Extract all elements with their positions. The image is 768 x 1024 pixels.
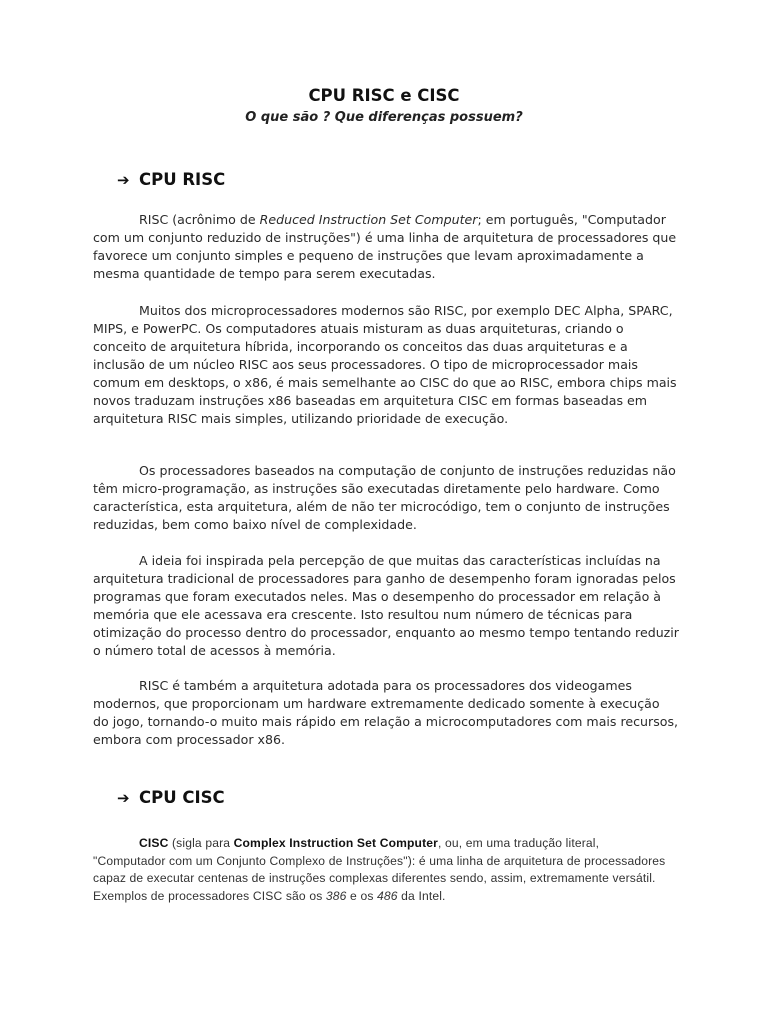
risc-p3-text: Os processadores baseados na computação de conjunto de instruções reduzidas não têm micro-programação, as instruções são executadas diretamente pelo hardware. Como característica, esta arquitetura, além de não ter microcódigo, tem o conjunto de instruções reduzidas, bem como baixo nível de complexidade. <box>93 463 676 532</box>
section-heading-cisc-label: CPU CISC <box>139 788 225 807</box>
document-subtitle: O que são ? Que diferenças possuem? <box>245 110 523 125</box>
cisc-p1-term-cisc: CISC <box>139 836 169 850</box>
section-heading-risc-label: CPU RISC <box>139 170 226 189</box>
risc-p1-term: Reduced Instruction Set Computer <box>259 212 478 227</box>
cisc-p1-text-d: da Intel. <box>397 888 446 903</box>
cisc-p1-model-386: 386 <box>325 888 347 903</box>
cisc-p1-text-c: e os <box>346 888 378 903</box>
cisc-p1-text-a: (sigla para <box>168 836 234 850</box>
document-title: CPU RISC e CISC <box>308 86 460 105</box>
risc-paragraph-3 <box>93 462 679 534</box>
cisc-paragraph-1 <box>93 835 673 905</box>
risc-paragraph-4 <box>93 552 679 660</box>
cisc-p1-model-486: 486 <box>377 888 398 903</box>
arrow-right-icon: ➔ <box>117 171 130 189</box>
arrow-right-icon: ➔ <box>117 789 130 807</box>
risc-p1-text-b: ; em português, "Computador com um conjunto reduzido de instruções") é uma linha de arquitetura de processadores que favorece um conjunto simples e pequeno de instruções que levam aproximadamente a mesma quantidade de tempo para serem executadas. <box>93 212 677 281</box>
risc-p1-text-a: RISC (acrônimo de <box>139 212 260 227</box>
section-heading-cisc <box>117 788 225 807</box>
risc-paragraph-2 <box>93 302 679 428</box>
risc-paragraph-1 <box>93 211 679 283</box>
risc-p2-text: Muitos dos microprocessadores modernos são RISC, por exemplo DEC Alpha, SPARC, MIPS, e PowerPC. Os computadores atuais misturam as duas arquiteturas, criando o conceito de arquitetura híbrida, incorporando os conceitos das duas arquiteturas e a inclusão de um núcleo RISC aos seus processadores. O tipo de microprocessador mais comum em desktops, o x86, é mais semelhante ao CISC do que ao RISC, embora chips mais novos traduzam instruções x86 baseadas em arquitetura CISC em formas baseadas em arquitetura RISC mais simples, utilizando prioridade de execução. <box>93 303 677 426</box>
cisc-p1-text-b: , ou, em uma tradução literal, "Computador com um Conjunto Complexo de Instruções"): é uma linha de arquitetura de processadores capaz de executar centenas de instruções complexas diferentes sendo, assim, extremamente versátil. Exemplos de processadores CISC são os <box>93 836 666 903</box>
risc-paragraph-5 <box>93 677 679 749</box>
section-heading-risc <box>117 170 225 189</box>
risc-p5-text: RISC é também a arquitetura adotada para os processadores dos videogames modernos, que proporcionam um hardware extremamente dedicado somente à execução do jogo, tornando-o muito mais rápido em relação a microcomputadores com mais recursos, embora com processador x86. <box>93 678 679 747</box>
risc-p4-text: A ideia foi inspirada pela percepção de que muitas das características incluídas na arquitetura tradicional de processadores para ganho de desempenho foram ignoradas pelos programas que foram executados neles. Mas o desempenho do processador em relação à memória que ele acessava era crescente. Isto resultou num número de técnicas para otimização do processo dentro do processador, enquanto ao mesmo tempo tentando reduzir o número total de acessos à memória. <box>93 553 679 658</box>
cisc-p1-term-full: Complex Instruction Set Computer <box>233 836 439 850</box>
